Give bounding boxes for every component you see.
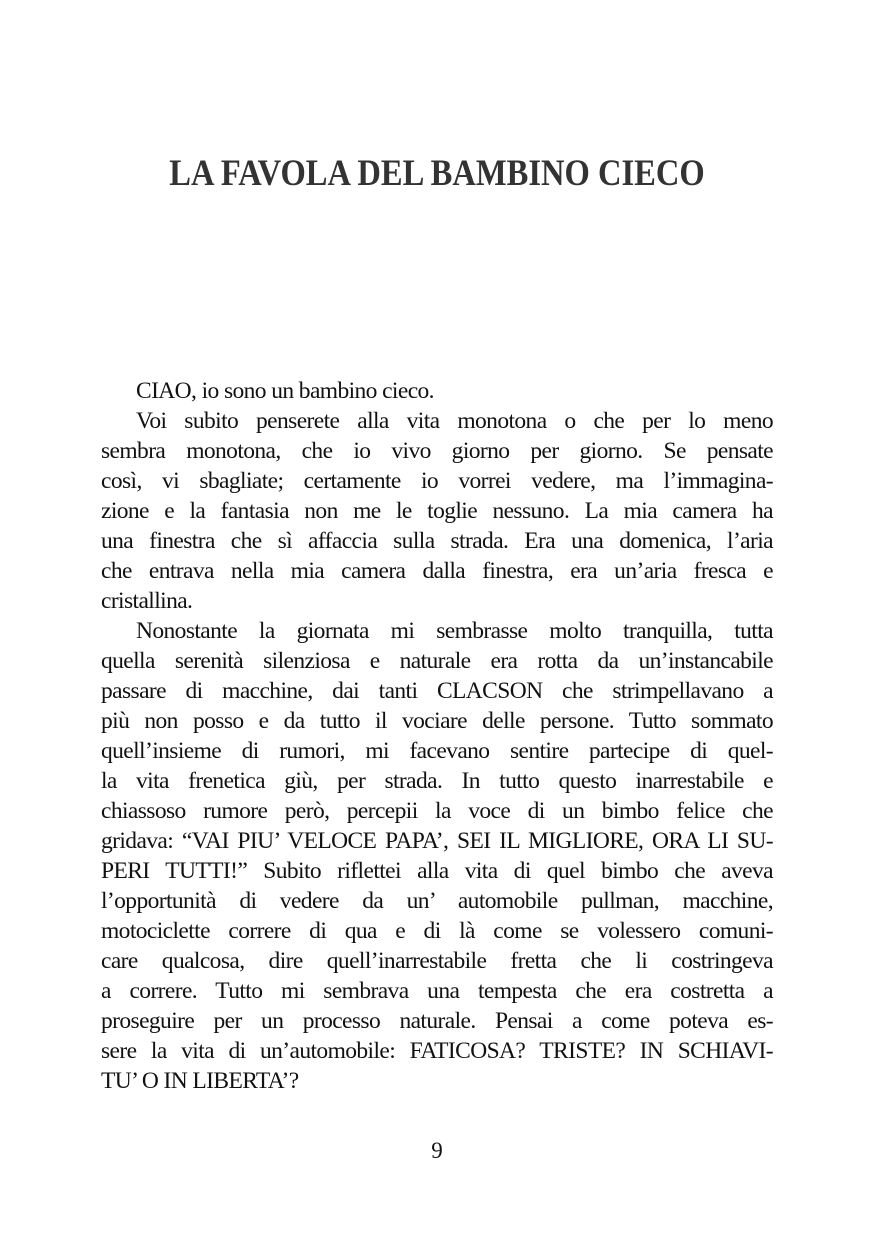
text-line: care qualcosa, dire quell’inarrestabile fretta che li costringeva [101,948,773,974]
paragraph [101,376,773,406]
text-line: sembra monotona, che io vivo giorno per giorno. Se pensate [101,438,773,464]
text-line: la vita frenetica giù, per strada. In tutto questo inarrestabile e [101,768,773,794]
paragraph [101,616,773,1096]
body-text [101,376,773,1096]
text-line: sere la vita di un’automobile: FATICOSA? TRISTE? IN SCHIAVI- [101,1038,773,1064]
text-line: chiassoso rumore però, percepii la voce di un bimbo felice che [101,798,773,824]
text-line: Voi subito penserete alla vita monotona o che per lo meno [136,408,773,434]
text-line: l’opportunità di vedere da un’ automobile pullman, macchine, [101,888,773,914]
text-line: proseguire per un processo naturale. Pensai a come poteva es- [101,1008,773,1034]
text-line: così, vi sbagliate; certamente io vorrei vedere, ma l’immagina- [101,468,773,494]
text-line: quell’insieme di rumori, mi facevano sentire partecipe di quel- [101,738,773,764]
paragraph [101,406,773,616]
text-line: quella serenità silenziosa e naturale era rotta da un’instancabile [101,648,773,674]
text-line: PERI TUTTI!” Subito riflettei alla vita di quel bimbo che aveva [101,858,773,884]
text-line: che entrava nella mia camera dalla finestra, era un’aria fresca e [101,558,773,584]
text-line: Nonostante la giornata mi sembrasse molto tranquilla, tutta [136,618,773,644]
text-line: gridava: “VAI PIU’ VELOCE PAPA’, SEI IL MIGLIORE, ORA LI SU- [101,828,773,854]
page-number: 9 [431,1138,443,1163]
text-line: una finestra che sì affaccia sulla strada. Era una domenica, l’aria [101,528,773,554]
text-line: zione e la fantasia non me le toglie nessuno. La mia camera ha [101,498,773,524]
page-title: LA FAVOLA DEL BAMBINO CIECO [169,153,705,194]
text-line: passare di macchine, dai tanti CLACSON che strimpellavano a [101,678,773,704]
text-line: cristallina. [101,588,193,614]
text-line: a correre. Tutto mi sembrava una tempesta che era costretta a [101,978,773,1004]
text-line: motociclette correre di qua e di là come se volessero comuni- [101,918,773,944]
text-line: CIAO, io sono un bambino cieco. [136,378,434,404]
text-line: TU’ O IN LIBERTA’? [101,1068,299,1094]
text-line: più non posso e da tutto il vociare delle persone. Tutto sommato [101,708,773,734]
